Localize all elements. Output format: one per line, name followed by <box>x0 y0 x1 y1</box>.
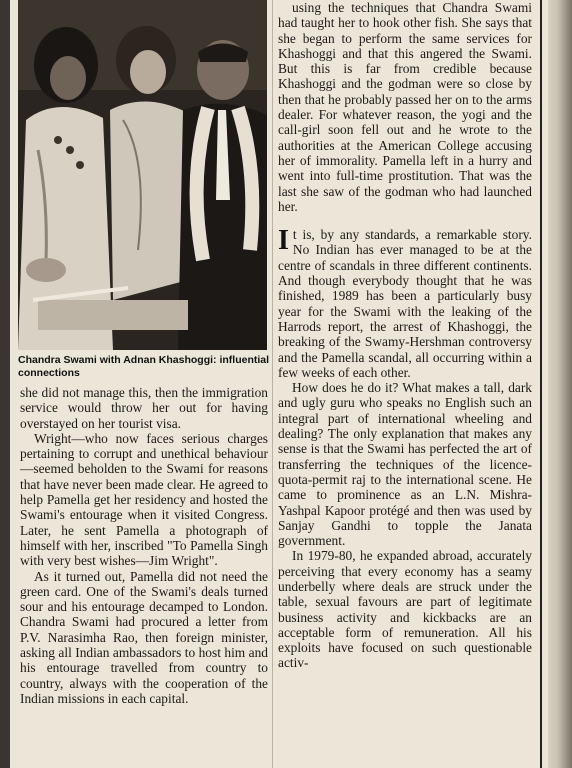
paragraph-with-dropcap <box>278 227 532 380</box>
paragraph: As it turned out, Pamella did not need the green card. One of the Swami's deals turned sour and his entourage decamped to London. Chandra Swami had procured a letter from P.V. Narasimha Rao, then foreign minister, asking all Indian ambassadors to host him and his entourage travelled from country to country, always with the cooperation of the Indian missions in each capital. <box>20 568 268 706</box>
column-divider <box>272 0 273 768</box>
paragraph: How does he do it? What makes a tall, dark and ugly guru who speaks no English such an integral part of international wheeling and dealing? The only explanation that makes any sense is that the Swami has perfected the art of transferring the techniques of the licence-quota-permit raj to the international scene. He came to prominence as an L.N. Mishra-Yashpal Kapoor protégé and then was used by Sanjay Gandhi to topple the Janata government. <box>278 380 532 549</box>
paragraph: using the techniques that Chandra Swami had taught her to hook other fish. She says that she began to perform the same services for Khashoggi and that this angered the Swami. But this is far from credible because Khashoggi and the godman were so close by then that he probably passed her on to the arms dealer. For whatever reason, the yogi and the call-girl soon fell out and he wrote to the authorities at the American College accusing her of immorality. Pamella left in a hurry and went into full-time prostitution. That was the last she saw of the godman who had launched her. <box>278 0 532 214</box>
paragraph: Wright—who now faces serious charges pertaining to corrupt and unethical behaviour—seemed beholden to the Swami for reasons that have never been made clear. He agreed to help Pamella get her residency and hosted the Swami's entourage when it visited Congress. Later, he sent Pamella a photograph of himself with her, inscribed "To Pamella Singh with very best wishes—Jim Wright". <box>20 430 268 569</box>
right-column <box>278 0 532 671</box>
dropcap: I <box>278 225 289 257</box>
section-break <box>278 214 532 227</box>
paragraph: she did not manage this, then the immigration service would throw her out for having overstayed on her tourist visa. <box>20 385 268 431</box>
paragraph-text: t is, by any standards, a remarkable story. No Indian has ever managed to be at the centre of scandals in three different continents. And though everybody thought that he was finished, 1989 has been a particularly busy year for the Swami with the leaking of the Harrods report, the arrest of Khashoggi, the breaking of the Swamy-Hershman controversy and the Pamella scandal, all occurring within a few weeks of each other. <box>278 227 532 380</box>
photo-caption: Chandra Swami with Adnan Khashoggi: influential connections <box>18 354 270 379</box>
page-edge <box>548 0 572 768</box>
photograph-image <box>18 0 267 350</box>
photograph <box>18 0 267 350</box>
page-edge-rule <box>540 0 542 768</box>
paragraph: In 1979-80, he expanded abroad, accurately perceiving that every economy has a seamy underbelly where deals are struck under the table, sexual favours are part of legitimate business activity and kickbacks are an acceptable form of remuneration. All his exploits have focused on such questionable activ- <box>278 548 532 671</box>
left-column <box>20 385 268 706</box>
magazine-page <box>10 0 548 768</box>
